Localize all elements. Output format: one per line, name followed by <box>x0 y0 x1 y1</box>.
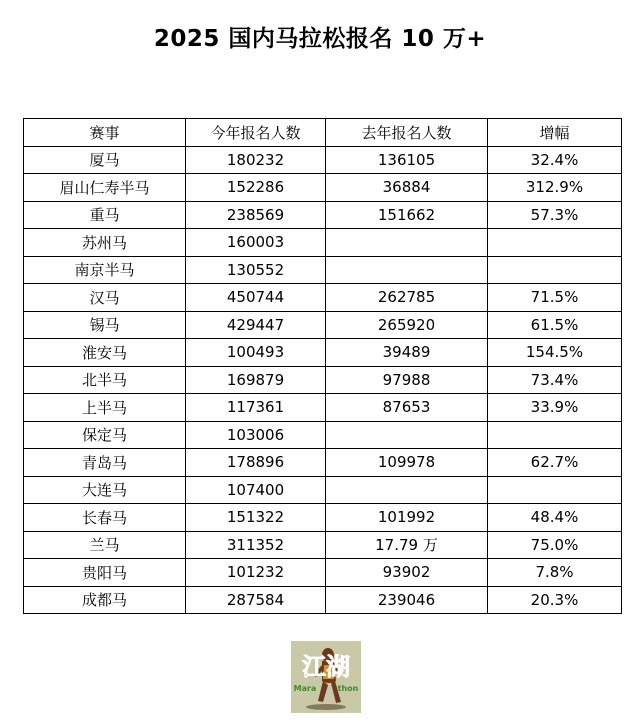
table-row <box>24 284 622 312</box>
header-event: 赛事 <box>24 119 186 147</box>
cell-growth: 57.3% <box>488 201 622 229</box>
jianghu-marathon-logo <box>291 641 361 713</box>
table-row <box>24 504 622 532</box>
cell-event: 大连马 <box>24 476 186 504</box>
cell-this-year: 100493 <box>186 339 326 367</box>
cell-growth <box>488 256 622 284</box>
page-title: 2025 国内马拉松报名 10 万+ <box>153 26 487 52</box>
cell-event: 眉山仁寿半马 <box>24 174 186 202</box>
cell-growth: 32.4% <box>488 146 622 174</box>
cell-event: 厦马 <box>24 146 186 174</box>
table-row <box>24 559 622 587</box>
cell-event: 贵阳马 <box>24 559 186 587</box>
logo-sub-left: Mara <box>293 684 317 693</box>
cell-last-year: 36884 <box>326 174 488 202</box>
cell-this-year: 152286 <box>186 174 326 202</box>
cell-this-year: 107400 <box>186 476 326 504</box>
header-this-year: 今年报名人数 <box>186 119 326 147</box>
cell-this-year: 180232 <box>186 146 326 174</box>
logo-sub-right: thon <box>337 684 359 693</box>
cell-event: 上半马 <box>24 394 186 422</box>
cell-event: 成都马 <box>24 586 186 614</box>
logo-main-text: 江湖 <box>302 653 350 681</box>
cell-growth: 61.5% <box>488 311 622 339</box>
cell-this-year: 238569 <box>186 201 326 229</box>
cell-this-year: 178896 <box>186 449 326 477</box>
cell-growth: 7.8% <box>488 559 622 587</box>
cell-event: 兰马 <box>24 531 186 559</box>
cell-last-year <box>326 421 488 449</box>
cell-event: 长春马 <box>24 504 186 532</box>
table-row <box>24 311 622 339</box>
cell-last-year: 136105 <box>326 146 488 174</box>
cell-last-year: 151662 <box>326 201 488 229</box>
cell-this-year: 429447 <box>186 311 326 339</box>
table-header-row <box>24 119 622 147</box>
cell-this-year: 450744 <box>186 284 326 312</box>
cell-last-year: 101992 <box>326 504 488 532</box>
cell-event: 重马 <box>24 201 186 229</box>
cell-last-year: 265920 <box>326 311 488 339</box>
table-row <box>24 201 622 229</box>
logo-graphic <box>291 641 361 713</box>
table-row <box>24 531 622 559</box>
cell-last-year: 17.79 万 <box>326 531 488 559</box>
cell-last-year: 109978 <box>326 449 488 477</box>
cell-growth: 33.9% <box>488 394 622 422</box>
cell-growth: 154.5% <box>488 339 622 367</box>
cell-growth <box>488 421 622 449</box>
cell-event: 汉马 <box>24 284 186 312</box>
cell-this-year: 169879 <box>186 366 326 394</box>
cell-event: 保定马 <box>24 421 186 449</box>
cell-event: 锡马 <box>24 311 186 339</box>
table-row <box>24 256 622 284</box>
cell-event: 青岛马 <box>24 449 186 477</box>
cell-growth: 48.4% <box>488 504 622 532</box>
cell-growth <box>488 476 622 504</box>
table-row <box>24 421 622 449</box>
cell-growth: 75.0% <box>488 531 622 559</box>
cell-growth: 62.7% <box>488 449 622 477</box>
cell-growth <box>488 229 622 257</box>
table-row <box>24 476 622 504</box>
cell-last-year: 39489 <box>326 339 488 367</box>
table-row <box>24 229 622 257</box>
cell-last-year: 97988 <box>326 366 488 394</box>
cell-this-year: 287584 <box>186 586 326 614</box>
table-row <box>24 586 622 614</box>
cell-this-year: 130552 <box>186 256 326 284</box>
table-row <box>24 394 622 422</box>
table-row <box>24 174 622 202</box>
cell-last-year <box>326 476 488 504</box>
cell-event: 淮安马 <box>24 339 186 367</box>
cell-event: 南京半马 <box>24 256 186 284</box>
cell-last-year: 262785 <box>326 284 488 312</box>
cell-growth: 71.5% <box>488 284 622 312</box>
table-row <box>24 339 622 367</box>
registration-table <box>23 118 622 614</box>
cell-last-year: 239046 <box>326 586 488 614</box>
cell-this-year: 101232 <box>186 559 326 587</box>
header-last-year: 去年报名人数 <box>326 119 488 147</box>
cell-growth: 312.9% <box>488 174 622 202</box>
cell-this-year: 311352 <box>186 531 326 559</box>
cell-this-year: 160003 <box>186 229 326 257</box>
table-row <box>24 366 622 394</box>
cell-last-year <box>326 229 488 257</box>
cell-this-year: 151322 <box>186 504 326 532</box>
cell-event: 北半马 <box>24 366 186 394</box>
cell-growth: 20.3% <box>488 586 622 614</box>
cell-last-year: 93902 <box>326 559 488 587</box>
cell-this-year: 103006 <box>186 421 326 449</box>
cell-last-year <box>326 256 488 284</box>
header-growth: 增幅 <box>488 119 622 147</box>
table-row <box>24 449 622 477</box>
cell-growth: 73.4% <box>488 366 622 394</box>
cell-event: 苏州马 <box>24 229 186 257</box>
table-body <box>24 146 622 614</box>
cell-last-year: 87653 <box>326 394 488 422</box>
cell-this-year: 117361 <box>186 394 326 422</box>
table-row <box>24 146 622 174</box>
